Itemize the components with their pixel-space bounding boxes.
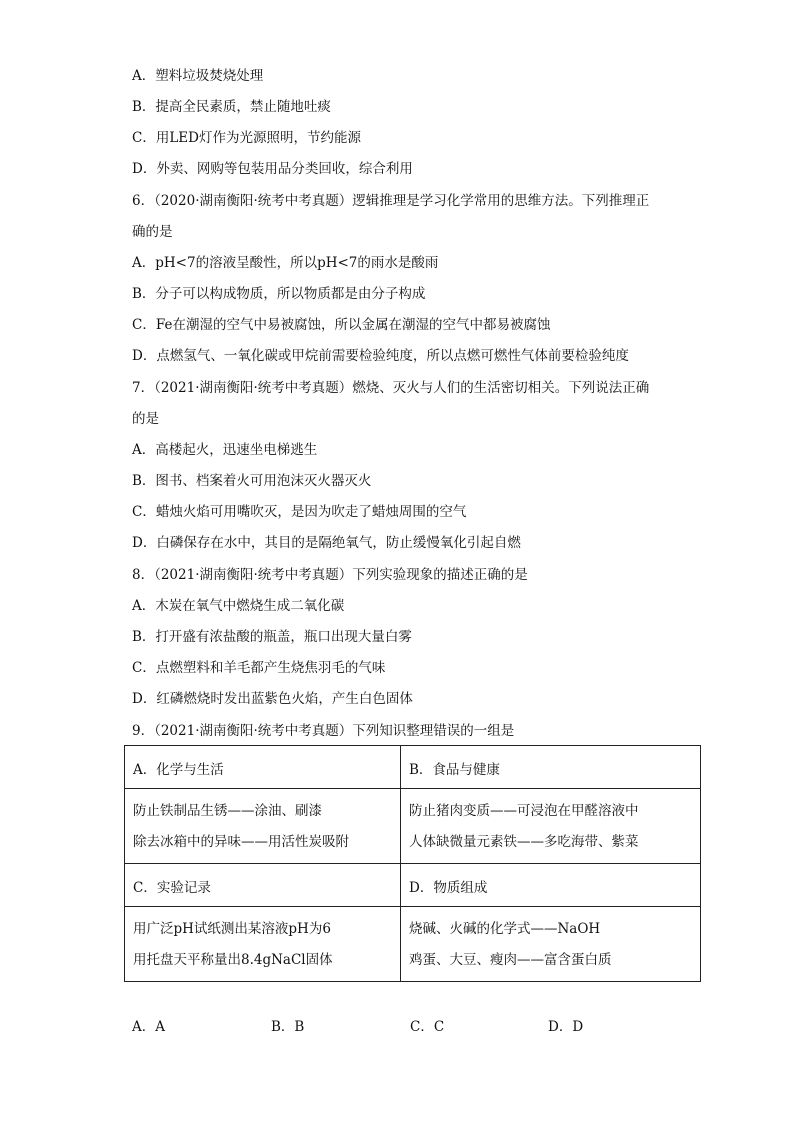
q6-stem-line2: 确的是 bbox=[132, 224, 173, 240]
cell-c-head: C．实验记录 bbox=[125, 864, 401, 907]
q9-option-b: B．B bbox=[271, 1019, 305, 1035]
q5-option-c: C．用LED灯作为光源照明，节约能源 bbox=[132, 130, 361, 146]
q7-option-c: C．蜡烛火焰可用嘴吹灭，是因为吹走了蜡烛周围的空气 bbox=[132, 504, 467, 520]
q7-option-d: D．白磷保存在水中，其目的是隔绝氧气，防止缓慢氧化引起自燃 bbox=[132, 535, 521, 551]
q6-option-b: B．分子可以构成物质，所以物质都是由分子构成 bbox=[132, 286, 426, 302]
table-row bbox=[125, 864, 701, 907]
cell-b-body bbox=[401, 789, 701, 864]
cell-a-body bbox=[125, 789, 401, 864]
q5-option-b: B．提高全民素质，禁止随地吐痰 bbox=[132, 99, 331, 115]
q9-stem: 9．（2021·湖南衡阳·统考中考真题）下列知识整理错误的一组是 bbox=[132, 723, 515, 739]
table-row bbox=[125, 746, 701, 789]
q8-option-c: C．点燃塑料和羊毛都产生烧焦羽毛的气味 bbox=[132, 660, 386, 676]
q9-option-a: A．A bbox=[132, 1019, 165, 1035]
cell-c-line2: 用托盘天平称量出8.4gNaCl固体 bbox=[133, 952, 333, 968]
q6-option-d: D．点燃氢气、一氧化碳或甲烷前需要检验纯度，所以点燃可燃性气体前要检验纯度 bbox=[132, 348, 629, 364]
cell-b-line1: 防止猪肉变质——可浸泡在甲醛溶液中 bbox=[409, 803, 639, 819]
q8-stem: 8．（2021·湖南衡阳·统考中考真题）下列实验现象的描述正确的是 bbox=[132, 567, 528, 583]
q8-option-a: A．木炭在氧气中燃烧生成二氧化碳 bbox=[132, 598, 345, 614]
table-row bbox=[125, 907, 701, 982]
cell-d-body bbox=[401, 907, 701, 982]
cell-d-line1: 烧碱、火碱的化学式——NaOH bbox=[409, 921, 601, 937]
q5-option-d: D．外卖、网购等包装用品分类回收，综合利用 bbox=[132, 161, 413, 177]
cell-a-head: A．化学与生活 bbox=[125, 746, 401, 789]
q7-stem-line1: 7．（2021·湖南衡阳·统考中考真题）燃烧、灭火与人们的生活密切相关。下列说法正确 bbox=[132, 380, 650, 396]
cell-b-line2: 人体缺微量元素铁——多吃海带、紫菜 bbox=[409, 834, 639, 850]
q7-stem-line2: 的是 bbox=[132, 411, 159, 427]
q7-option-b: B．图书、档案着火可用泡沫灭火器灭火 bbox=[132, 473, 372, 489]
q6-option-c: C．Fe在潮湿的空气中易被腐蚀，所以金属在潮湿的空气中都易被腐蚀 bbox=[132, 317, 551, 333]
q8-option-b: B．打开盛有浓盐酸的瓶盖，瓶口出现大量白雾 bbox=[132, 629, 412, 645]
q9-option-c: C．C bbox=[410, 1019, 445, 1035]
q7-option-a: A．高楼起火，迅速坐电梯逃生 bbox=[132, 442, 318, 458]
table-row bbox=[125, 789, 701, 864]
cell-a-line2: 除去冰箱中的异味——用活性炭吸附 bbox=[133, 834, 349, 850]
cell-d-head: D．物质组成 bbox=[401, 864, 701, 907]
cell-b-head: B．食品与健康 bbox=[401, 746, 701, 789]
q5-option-a: A．塑料垃圾焚烧处理 bbox=[132, 68, 264, 84]
q9-option-d: D．D bbox=[548, 1019, 584, 1035]
q6-option-a: A．pH<7的溶液呈酸性，所以pH<7的雨水是酸雨 bbox=[132, 255, 439, 271]
cell-d-line2: 鸡蛋、大豆、瘦肉——富含蛋白质 bbox=[409, 952, 612, 968]
q6-stem-line1: 6．（2020·湖南衡阳·统考中考真题）逻辑推理是学习化学常用的思维方法。下列推理正 bbox=[132, 193, 650, 209]
cell-a-line1: 防止铁制品生锈——涂油、刷漆 bbox=[133, 803, 322, 819]
q9-knowledge-table bbox=[124, 745, 701, 982]
q8-option-d: D．红磷燃烧时发出蓝紫色火焰，产生白色固体 bbox=[132, 691, 413, 707]
cell-c-line1: 用广泛pH试纸测出某溶液pH为6 bbox=[133, 921, 331, 937]
cell-c-body bbox=[125, 907, 401, 982]
